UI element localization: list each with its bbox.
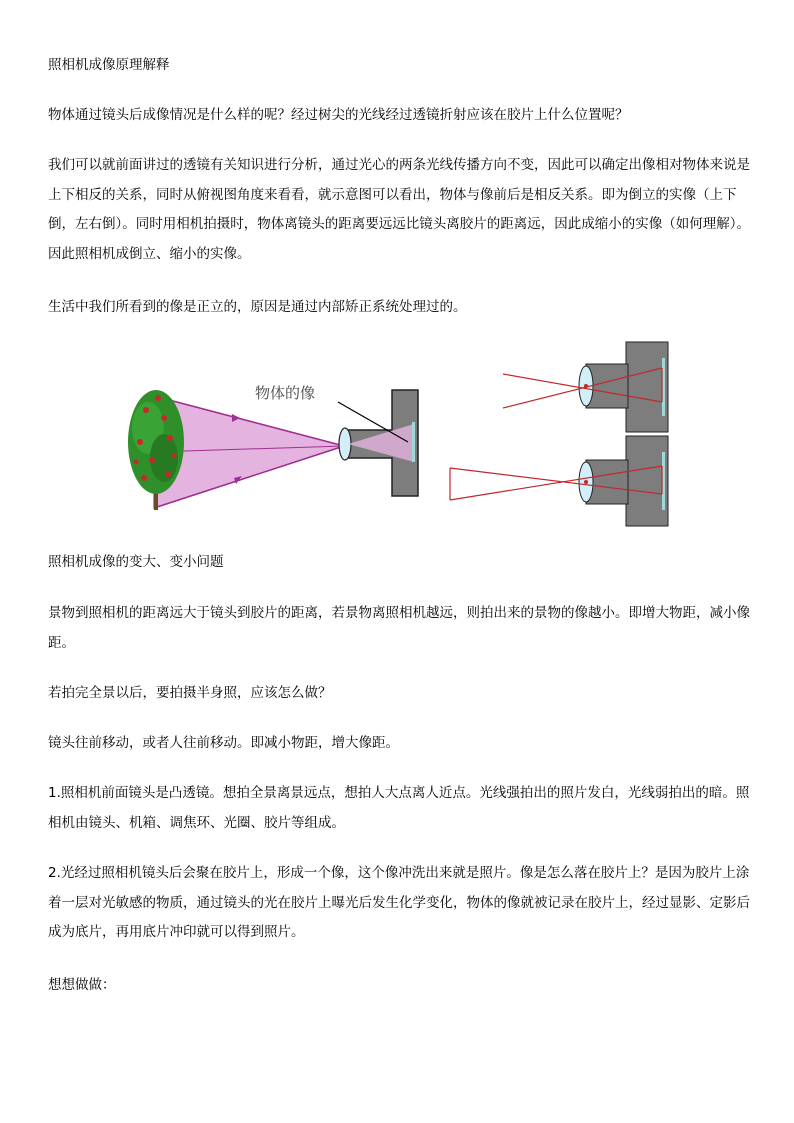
- paragraph-upright: 生活中我们所看到的像是正立的，原因是通过内部矫正系统处理过的。: [48, 299, 467, 315]
- section2-title: 照相机成像的变大、变小问题: [48, 554, 224, 570]
- camera-diagram-top: [503, 342, 668, 432]
- camera-diagram-bottom: [450, 436, 668, 526]
- paragraph-point-1: 1.照相机前面镜头是凸透镜。想拍全景离景远点，想拍人大点离人近点。光线强拍出的照片发白，光线弱拍出的暗。照相机由镜头、机箱、调焦环、光圈、胶片等组成。: [48, 785, 750, 831]
- paragraph-point-2: 2.光经过照相机镜头后会聚在胶片上，形成一个像，这个像冲洗出来就是照片。像是怎么落在胶片上？是因为胶片上涂着一层对光敏感的物质，通过镜头的光在胶片上曝光后发生化学变化，物体的像就被记录在胶片上，经过显影、定影后成为底片，再用底片冲印就可以得到照片。: [48, 865, 750, 940]
- figure-label: 物体的像: [255, 384, 316, 402]
- paragraph-try-it: 想想做做：: [48, 977, 116, 993]
- doc-title: 照相机成像原理解释: [48, 57, 170, 73]
- paragraph-analysis: 我们可以就前面讲过的透镜有关知识进行分析，通过光心的两条光线传播方向不变，因此可以确定出像相对物体来说是上下相反的关系，同时从俯视图角度来看看，就示意图可以看出，物体与像前后是相反关系。即为倒立的实像（上下倒，左右倒）。同时用相机拍摄时，物体离镜头的距离要远远比镜头离胶片的距离远，因此成缩小的实像（如何理解）。因此照相机成倒立、缩小的实像。: [48, 157, 750, 262]
- camera-imaging-figure: [48, 338, 678, 538]
- paragraph-question: 物体通过镜头后成像情况是什么样的呢？经过树尖的光线经过透镜折射应该在胶片上什么位置呢？: [48, 107, 629, 123]
- paragraph-distance: 景物到照相机的距离远大于镜头到胶片的距离，若景物离照相机越远，则拍出来的景物的像越小。即增大物距，减小像距。: [48, 605, 750, 651]
- film: [412, 422, 415, 462]
- paragraph-halfbody-question: 若拍完全景以后，要拍摄半身照，应该怎么做？: [48, 685, 332, 701]
- camera-diagram-center: [339, 390, 418, 496]
- paragraph-halfbody-answer: 镜头往前移动，或者人往前移动。即减小物距，增大像距。: [48, 735, 399, 751]
